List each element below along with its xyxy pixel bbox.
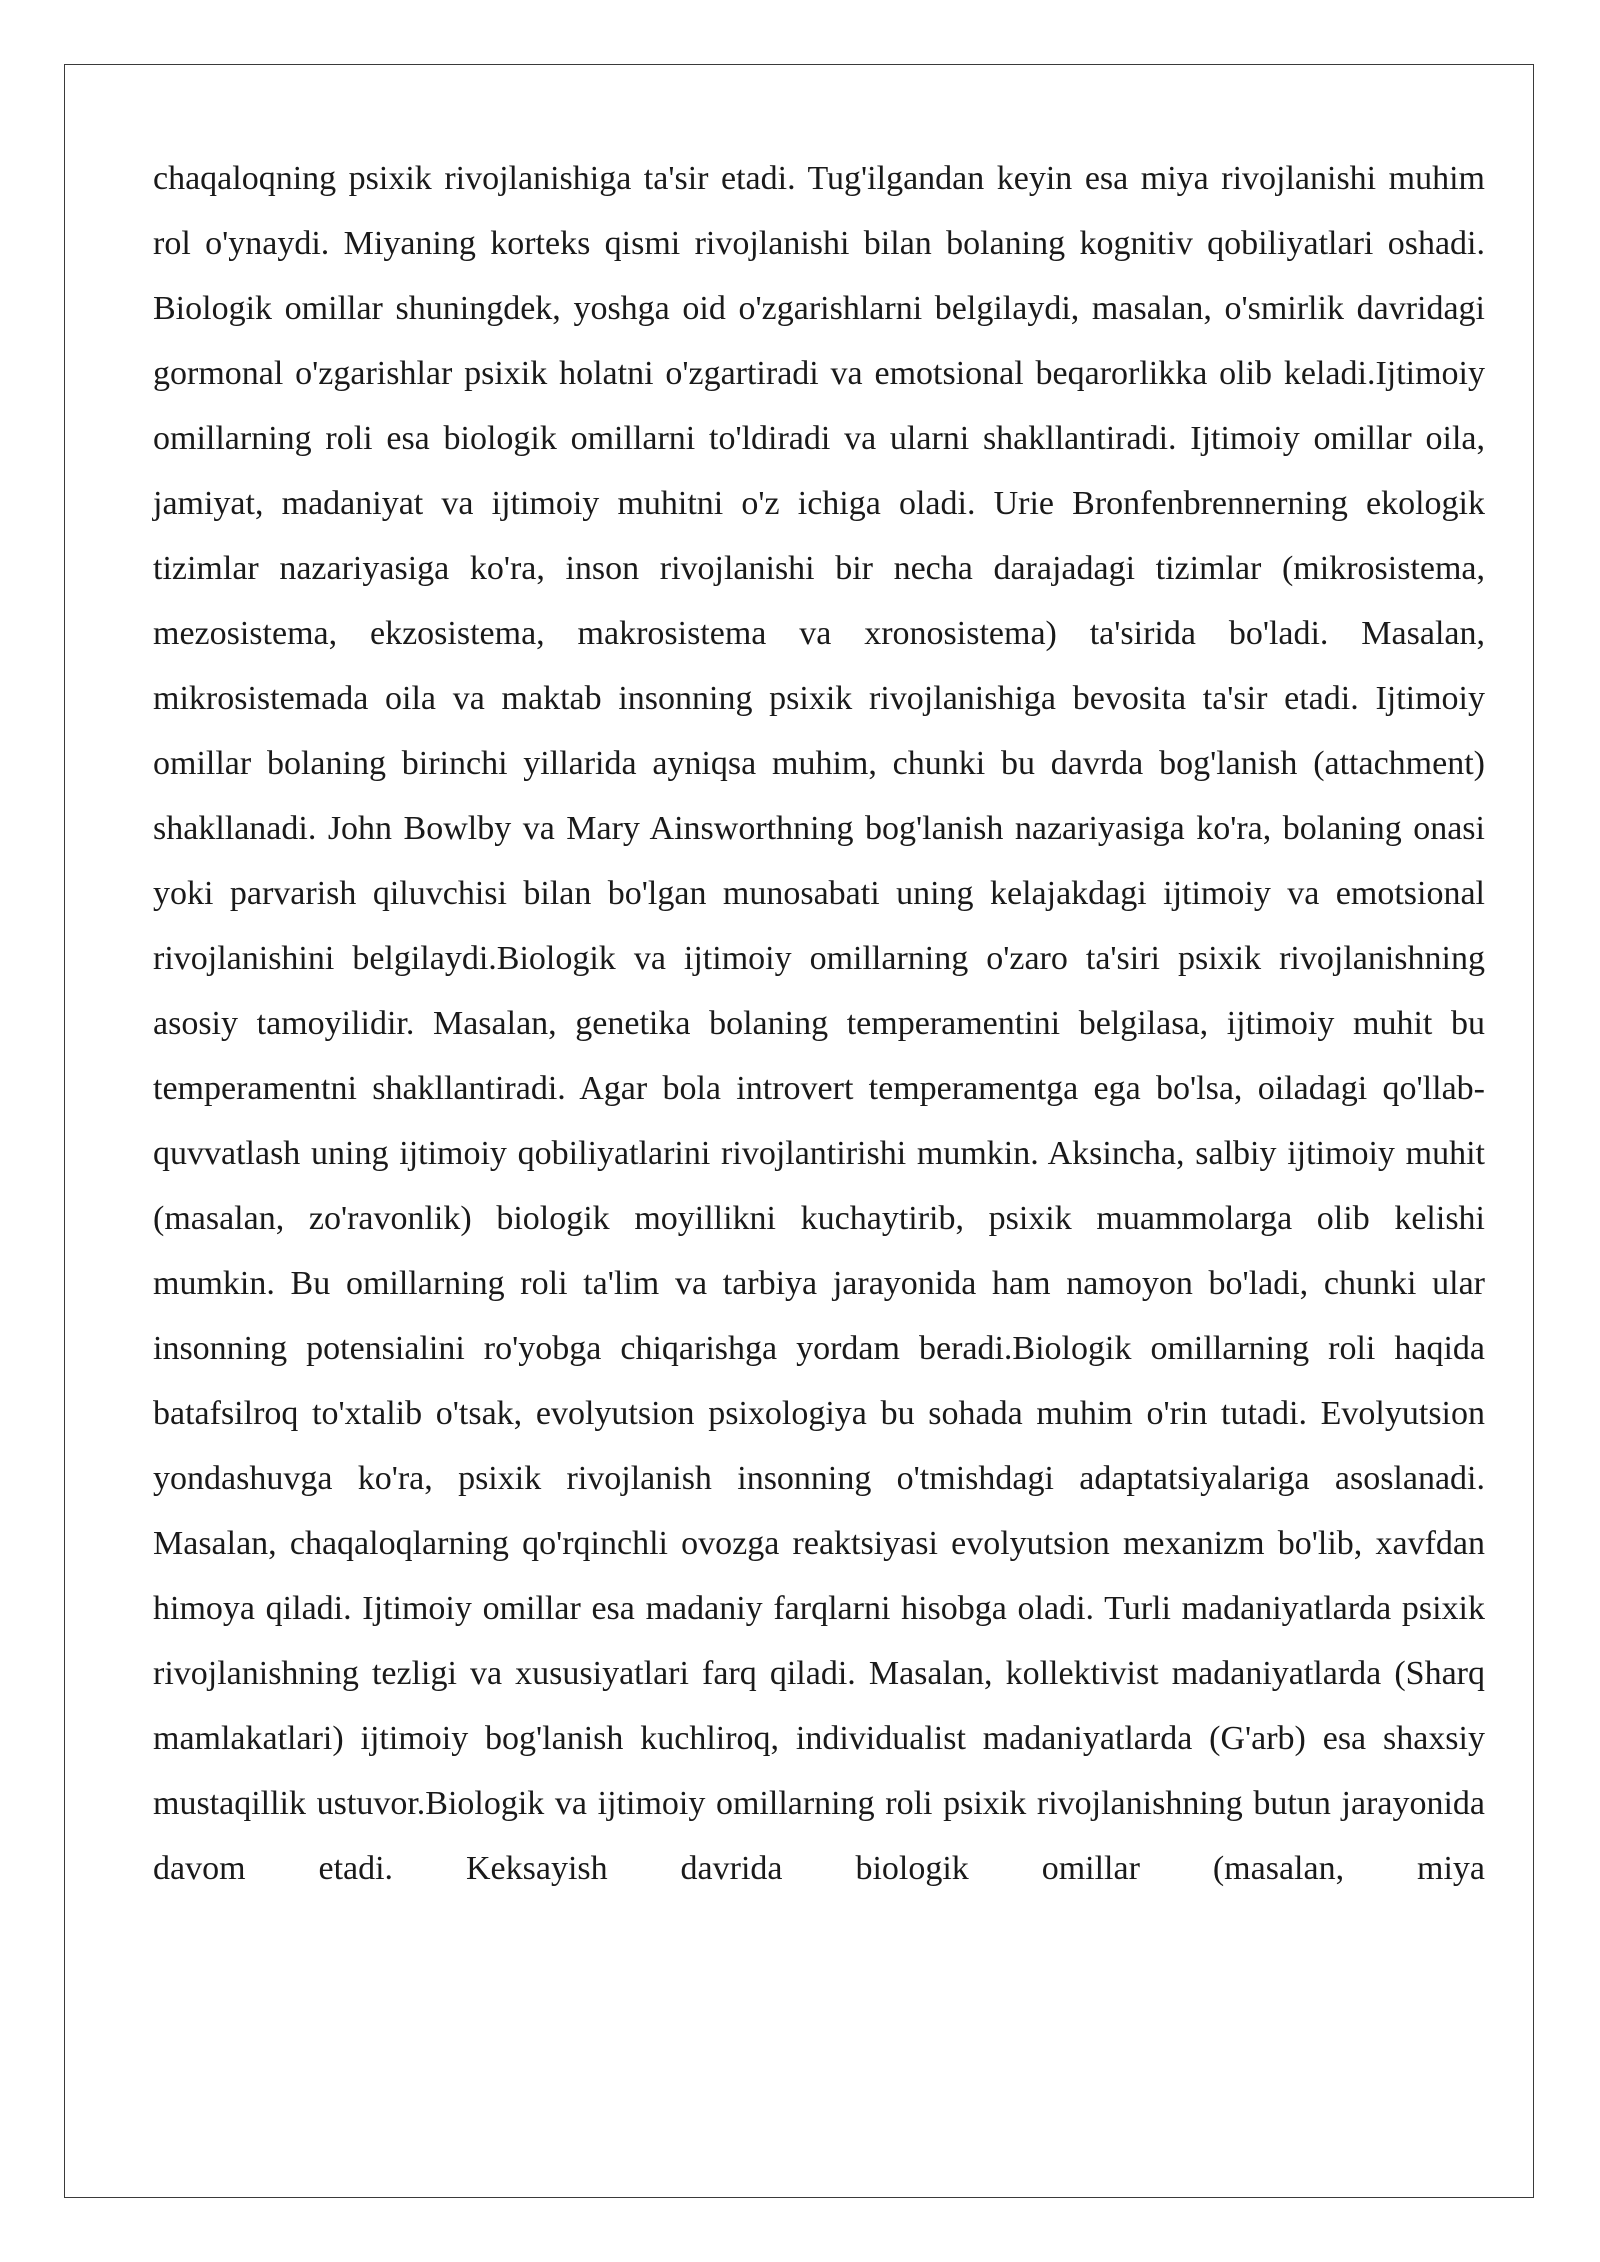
body-paragraph: chaqaloqning psixik rivojlanishiga ta'sir etadi. Tug'ilgandan keyin esa miya rivojlanishi muhim rol o'ynaydi. Miyaning korteks qismi rivojlanishi bilan bolaning kognitiv qobiliyatlari oshadi. Biologik omillar shuningdek, yoshga oid o'zgarishlarni belgilaydi, masalan, o'smirlik davridagi gormonal o'zgarishlar psixik holatni o'zgartiradi va emotsional beqarorlikka olib keladi.Ijtimoiy omillarning roli esa biologik omillarni to'ldiradi va ularni shakllantiradi. Ijtimoiy omillar oila, jamiyat, madaniyat va ijtimoiy muhitni o'z ichiga oladi. Urie Bronfenbrennerning ekologik tizimlar nazariyasiga ko'ra, inson rivojlanishi bir necha darajadagi tizimlar (mikrosistema, mezosistema, ekzosistema, makrosistema va xronosistema) ta'sirida bo'ladi. Masalan, mikrosistemada oila va maktab insonning psixik rivojlanishiga bevosita ta'sir etadi. Ijtimoiy omillar bolaning birinchi yillarida ayniqsa muhim, chunki bu davrda bog'lanish (attachment) shakllanadi. John Bowlby va Mary Ainsworthning bog'lanish nazariyasiga ko'ra, bolaning onasi yoki parvarish qiluvchisi bilan bo'lgan munosabati uning kelajakdagi ijtimoiy va emotsional rivojlanishini belgilaydi.Biologik va ijtimoiy omillarning o'zaro ta'siri psixik rivojlanishning asosiy tamoyilidir. Masalan, genetika bolaning temperamentini belgilasa, ijtimoiy muhit bu temperamentni shakllantiradi. Agar bola introvert temperamentga ega bo'lsa, oiladagi qo'llab-quvvatlash uning ijtimoiy qobiliyatlarini rivojlantirishi mumkin. Aksincha, salbiy ijtimoiy muhit (masalan, zo'ravonlik) biologik moyillikni kuchaytirib, psixik muammolarga olib kelishi mumkin. Bu omillarning roli ta'lim va tarbiya jarayonida ham namoyon bo'ladi, chunki ular insonning potensialini ro'yobga chiqarishga yordam beradi.Biologik omillarning roli haqida batafsilroq to'xtalib o'tsak, evolyutsion psixologiya bu sohada muhim o'rin tutadi. Evolyutsion yondashuvga ko'ra, psixik rivojlanish insonning o'tmishdagi adaptatsiyalariga asoslanadi. Masalan, chaqaloqlarning qo'rqinchli ovozga reaktsiyasi evolyutsion mexanizm bo'lib, xavfdan himoya qiladi. Ijtimoiy omillar esa madaniy farqlarni hisobga oladi. Turli madaniyatlarda psixik rivojlanishning tezligi va xususiyatlari farq qiladi. Masalan, kollektivist madaniyatlarda (Sharq mamlakatlari) ijtimoiy bog'lanish kuchliroq, individualist madaniyatlarda (G'arb) esa shaxsiy mustaqillik ustuvor.Biologik va ijtimoiy omillarning roli psixik rivojlanishning butun jarayonida davom etadi. Keksayish davrida biologik omillar (masalan, miya [153, 160, 1485, 1887]
